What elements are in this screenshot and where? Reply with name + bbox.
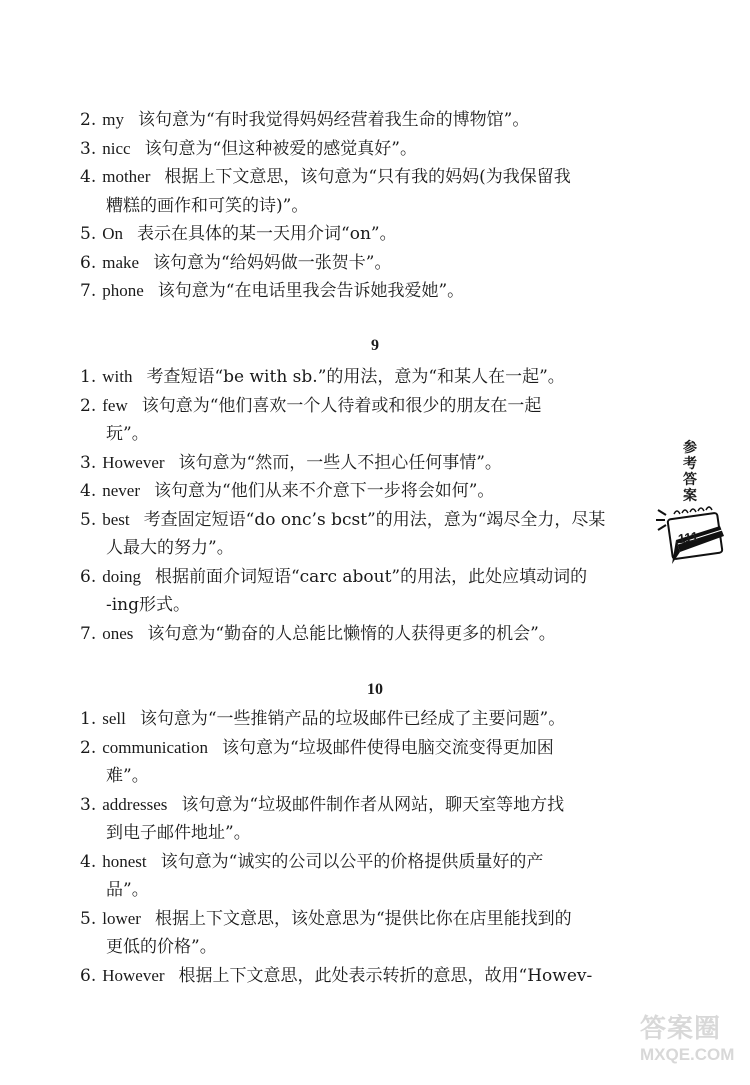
answer-item [80, 277, 660, 306]
item-number: 7. [80, 281, 97, 301]
answer-explanation: 根据上下文意思，该句意为“只有我的妈妈(为我保留我 [164, 167, 571, 187]
answer-explanation: 该句意为“垃圾邮件制作者从网站，聊天室等地方找 [181, 794, 565, 815]
page-number: 111 [677, 528, 700, 547]
answer-word: communication [102, 737, 208, 757]
item-number: 6. [80, 252, 97, 273]
answer-explanation: 根据前面介词短语“carc about”的用法，此处应填动词的 [154, 566, 588, 587]
answer-item [80, 506, 660, 535]
sparkle-lines-icon [656, 510, 666, 530]
notepad-pencil-icon [650, 440, 735, 580]
answer-item [80, 163, 660, 192]
answer-continuation [80, 192, 660, 221]
answer-explanation: 该句意为“垃圾邮件使得电脑交流变得更加困 [222, 737, 554, 758]
answer-explanation: 玩”。 [106, 424, 149, 444]
answer-explanation: 该句意为“诚实的公司以公平的价格提供质量好的产 [160, 851, 544, 872]
answer-word: ones [102, 623, 134, 643]
answer-explanation: 该句意为“但这种被爱的感觉真好”。 [144, 138, 417, 159]
answer-explanation: 该句意为“给妈妈做一张贺卡”。 [153, 252, 392, 273]
answer-explanation: 根据上下文意思，该处意思为“提供比你在店里能找到的 [154, 908, 572, 929]
answer-explanation: 糟糕的画作和可笑的诗)”。 [106, 195, 309, 216]
answer-item [80, 106, 660, 135]
answer-continuation [80, 591, 660, 620]
section-heading-10: 10 [367, 681, 383, 698]
answer-item [80, 392, 660, 421]
item-number: 3. [80, 138, 97, 159]
watermark-url: MXQE.COM [640, 1045, 735, 1064]
answer-item [80, 220, 660, 249]
answer-word: However [102, 452, 165, 472]
side-tab-char: 参 [683, 440, 697, 456]
answer-explanation: 该句意为“勤奋的人总能比懒惰的人获得更多的机会”。 [147, 623, 556, 644]
answer-item [80, 449, 660, 478]
answer-word: never [102, 481, 140, 500]
answer-section-10 [80, 705, 660, 990]
answer-continuation [80, 933, 660, 962]
answer-item [80, 363, 660, 392]
answer-explanation: 人最大的努力”。 [106, 538, 234, 558]
item-number: 5. [80, 509, 97, 530]
item-number: 7. [80, 623, 97, 644]
answer-item [80, 705, 660, 734]
answer-key-side-tab [650, 440, 735, 580]
answer-section-9 [80, 363, 660, 648]
answer-explanation: 该句意为“在电话里我会告诉她我爱她”。 [157, 281, 465, 301]
item-number: 4. [80, 167, 97, 187]
answer-continuation [80, 534, 660, 563]
item-number: 1. [80, 367, 97, 387]
answer-continuation [80, 420, 660, 449]
answer-word: mother [102, 167, 151, 186]
answer-explanation: 品”。 [106, 880, 149, 900]
answer-explanation: -ing形式。 [106, 595, 191, 615]
item-number: 2. [80, 395, 97, 416]
answer-word: On [102, 224, 124, 243]
answer-item [80, 620, 660, 649]
item-number: 4. [80, 481, 97, 501]
item-number: 6. [80, 965, 97, 986]
answer-explanation: 考查短语“be with sb.”的用法，意为“和某人在一起”。 [146, 367, 565, 387]
answer-explanation: 难”。 [106, 766, 149, 786]
item-number: 3. [80, 452, 97, 473]
answer-word: best [102, 509, 130, 529]
item-number: 2. [80, 737, 97, 758]
answer-explanation: 表示在具体的某一天用介词“on”。 [137, 224, 397, 244]
answer-item [80, 563, 660, 592]
answer-item [80, 734, 660, 763]
answer-continuation [80, 819, 660, 848]
item-number: 1. [80, 709, 97, 729]
answer-word: nicc [102, 138, 131, 158]
answer-item [80, 477, 660, 506]
answer-explanation: 考查固定短语“do onc’s bcst”的用法，意为“竭尽全力，尽某 [143, 509, 606, 530]
answer-word: few [102, 395, 128, 415]
side-tab-char: 考 [683, 456, 697, 472]
answer-explanation: 该句意为“一些推销产品的垃圾邮件已经成了主要问题”。 [139, 709, 566, 729]
answer-continuation [80, 762, 660, 791]
section-heading-9: 9 [371, 337, 379, 354]
answer-explanation: 该句意为“他们喜欢一个人待着或和很少的朋友在一起 [141, 395, 542, 416]
answer-word: my [102, 110, 124, 129]
item-number: 2. [80, 110, 97, 130]
side-tab-char: 案 [683, 488, 697, 504]
answer-item [80, 905, 660, 934]
answer-explanation: 该句意为“他们从来不介意下一步将会如何”。 [154, 481, 495, 501]
answer-item [80, 249, 660, 278]
answer-word: make [102, 252, 140, 272]
item-number: 4. [80, 851, 97, 872]
answer-word: honest [102, 851, 147, 871]
answer-word: addresses [102, 794, 168, 814]
answer-explanation: 该句意为“然而，一些人不担心任何事情”。 [178, 452, 502, 473]
answer-word: However [102, 965, 165, 985]
answer-item [80, 848, 660, 877]
answer-explanation: 根据上下文意思，此处表示转折的意思，故用“Howev- [178, 965, 593, 986]
watermark-logo-text: 答案圈 [640, 1013, 722, 1043]
answer-item [80, 962, 660, 991]
answer-item [80, 791, 660, 820]
answer-explanation: 更低的价格”。 [106, 937, 217, 957]
item-number: 6. [80, 566, 97, 587]
answer-item [80, 135, 660, 164]
answer-word: doing [102, 566, 141, 586]
watermark [640, 1008, 745, 1080]
answer-word: sell [102, 709, 126, 728]
item-number: 3. [80, 794, 97, 815]
answer-explanation: 该句意为“有时我觉得妈妈经营着我生命的博物馆”。 [137, 110, 530, 130]
answer-word: phone [102, 281, 144, 300]
answer-word: with [102, 367, 133, 386]
item-number: 5. [80, 224, 97, 244]
answer-word: lower [102, 908, 141, 928]
side-tab-char: 答 [683, 472, 697, 488]
answer-explanation: 到电子邮件地址”。 [106, 823, 251, 843]
item-number: 5. [80, 908, 97, 929]
answer-section-8 [80, 106, 660, 306]
answer-continuation [80, 876, 660, 905]
